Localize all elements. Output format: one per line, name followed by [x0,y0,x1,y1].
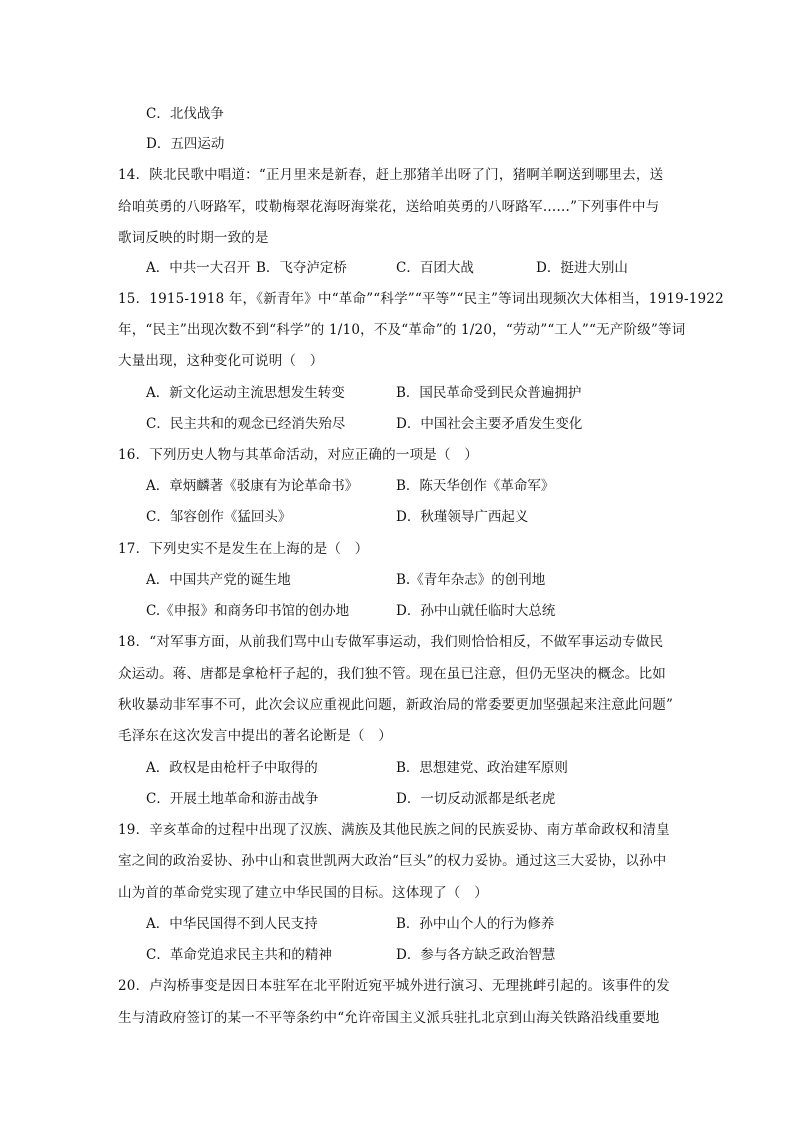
option-d: D．中国社会主要矛盾发生变化 [396,416,583,432]
option-c: C．北伐战争 [146,106,224,122]
question-14-stem-line: 歌词反映的时期一致的是 [118,230,269,246]
option-a: A．新文化运动主流思想发生转变 [146,385,345,401]
question-18-options [146,759,686,777]
question-16-options [146,477,686,495]
question-18-stem-line: 18．“对军事方面，从前我们骂中山专做军事运动，我们则恰恰相反，不做军事运动专做民 [118,634,664,650]
question-19-options [146,915,686,933]
question-14-options [146,259,686,277]
question-18-stem-line: 众运动。蒋、唐都是拿枪杆子起的，我们独不管。现在虽已注意，但仍无坚决的概念。比如 [118,666,666,682]
question-15-stem-line: 15．1915-1918 年，《新青年》中“革命”“科学”“平等”“民主”等词出现频次大体相当，1919-1922 [118,291,724,307]
option-c: C．民主共和的观念已经消失殆尽 [146,416,346,432]
option-b: B.《青年杂志》的创刊地 [396,572,546,588]
option-b: B．思想建党、政治建军原则 [396,760,568,776]
option-c: C．开展土地革命和游击战争 [146,791,319,807]
question-19-stem-line: 室之间的政治妥协、孙中山和袁世凯两大政治“巨头”的权力妥协。通过这三大妥协，以孙中 [118,853,667,869]
question-16-stem-line: 16．下列历史人物与其革命活动，对应正确的一项是（ ） [118,447,479,463]
option-d: D．参与各方缺乏政治智慧 [396,947,556,963]
option-a: A．中华民国得不到人民支持 [146,916,318,932]
option-row [146,105,686,123]
question-19-options [146,946,686,964]
question-17-stem-line: 17．下列史实不是发生在上海的是（ ） [118,541,369,557]
option-a: A．章炳麟著《驳康有为论革命书》 [146,478,359,494]
option-a: A．中国共产党的诞生地 [146,572,291,588]
question-19-stem-line: 19．辛亥革命的过程中出现了汉族、满族及其他民族之间的民族妥协、南方革命政权和清皇 [118,822,670,838]
option-b: B．飞夺泸定桥 [256,260,347,276]
option-a: A．政权是由枪杆子中取得的 [146,760,318,776]
question-20-stem-line: 20．卢沟桥事变是因日本驻军在北平附近宛平城外进行演习、无理挑衅引起的。该事件的发 [118,978,670,994]
question-18-options [146,790,686,808]
question-15-options [146,384,686,402]
option-b: B．国民革命受到民众普遍拥护 [396,385,582,401]
option-row [146,135,686,153]
question-16-options [146,508,686,526]
option-d: D．挺进大别山 [536,260,628,276]
option-b: B．陈天华创作《革命军》 [396,478,555,494]
option-c: C.《申报》和商务印书馆的创办地 [146,603,350,619]
question-14-stem-line: 给咱英勇的八呀路军，哎勒梅翠花海呀海棠花，送给咱英勇的八呀路军……”下列事件中与 [118,199,660,215]
question-15-stem-line: 年，“民主”出现次数不到“科学”的 1/10，不及“革命”的 1/20，“劳动”“工人”“无产阶级”等词 [118,322,686,338]
question-18-stem-line: 毛泽东在这次发言中提出的著名论断是（ ） [118,728,392,744]
option-d: D．孙中山就任临时大总统 [396,603,556,619]
option-d: D．五四运动 [146,136,225,152]
question-17-options [146,602,686,620]
option-a: A．中共一大召开 [146,260,251,276]
question-15-stem-line: 大量出现，这种变化可说明（ ） [118,353,324,369]
option-c: C．邹容创作《猛回头》 [146,509,292,525]
question-15-options [146,415,686,433]
option-c: C．革命党追求民主共和的精神 [146,947,332,963]
option-d: D．秋瑾领导广西起义 [396,509,529,525]
option-b: B．孙中山个人的行为修养 [396,916,555,932]
question-14-stem-line: 14．陕北民歌中唱道：“正月里来是新春，赶上那猪羊出呀了门，猪啊羊啊送到哪里去，送 [118,167,664,183]
question-19-stem-line: 山为首的革命党实现了建立中华民国的目标。这体现了（ ） [118,885,488,901]
question-20-stem-line: 生与清政府签订的某一不平等条约中“允许帝国主义派兵驻扎北京到山海关铁路沿线重要地 [118,1010,660,1026]
option-d: D．一切反动派都是纸老虎 [396,791,556,807]
option-c: C．百团大战 [396,260,474,276]
question-17-options [146,571,686,589]
question-18-stem-line: 秋收暴动非军事不可，此次会议应重视此问题，新政治局的常委要更加坚强起来注意此问题” [118,697,674,713]
